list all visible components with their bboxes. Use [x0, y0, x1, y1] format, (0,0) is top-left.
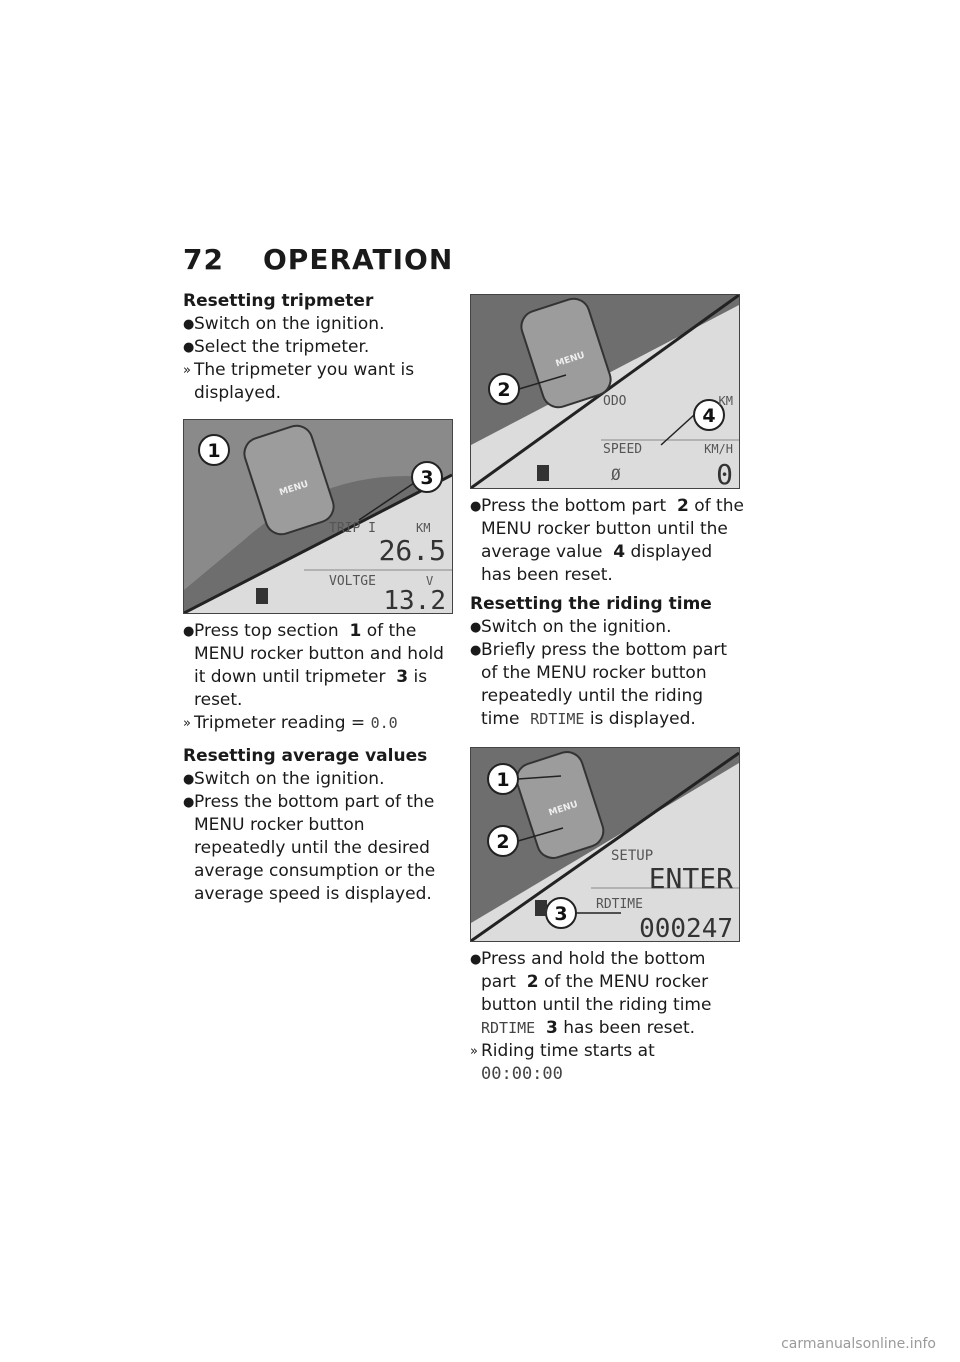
callout-2: 2 [496, 831, 510, 853]
result-arrow-icon: » [183, 716, 191, 731]
callout-4: 4 [702, 405, 716, 427]
bullet-icon: ● [183, 795, 195, 810]
list-item: ● Press the bottom part of the MENU rocker button repeatedly until the desired average consumption or the average speed is displayed. [183, 792, 436, 904]
fuel-icon [535, 900, 547, 916]
lcd-odo-label: ODO [603, 394, 627, 409]
ref-number: 4 [613, 542, 626, 562]
list-item: ● Press top section 1 of the MENU rocker button and hold it down until tripmeter 3 is reset. [183, 621, 444, 710]
dashboard-illustration [471, 295, 739, 488]
dashboard-illustration [184, 420, 452, 613]
result-item: » Riding time starts at 00:00:00 [470, 1041, 655, 1084]
result-arrow-icon: » [183, 363, 191, 378]
bullet-icon: ● [470, 952, 482, 967]
ref-number: 2 [526, 972, 539, 992]
lcd-speed-unit: KM/H [704, 442, 733, 456]
callout-1: 1 [207, 440, 221, 462]
bullet-icon: ● [470, 620, 482, 635]
list-item: ● Press the bottom part 2 of the MENU rocker button until the average value 4 displayed has been reset. [470, 496, 744, 585]
lcd-rdtime-value: 000247 [639, 914, 733, 941]
list-item: ● Press and hold the bottom part 2 of the MENU rocker button until the riding time RDTIME 3 has been reset. [470, 949, 712, 1038]
callout-1: 1 [496, 769, 510, 791]
ref-number: 1 [349, 621, 362, 641]
menu-button-label: MENU [278, 479, 310, 499]
bullet-icon: ● [470, 499, 482, 514]
lcd-speed-label: SPEED [603, 442, 643, 457]
right-column [470, 294, 745, 1086]
display-code: 0.0 [370, 714, 398, 732]
page-number: 72 [183, 243, 224, 276]
page-header [183, 243, 453, 276]
result-arrow-icon: » [470, 1044, 478, 1059]
result-item: » Tripmeter reading = 0.0 [183, 713, 398, 733]
menu-button-label: MENU [547, 799, 580, 819]
section-heading-riding-time: Resetting the riding time [470, 594, 712, 614]
lcd-voltage-value: 13.2 [383, 586, 446, 613]
lcd-rdtime-label: RDTIME [596, 897, 643, 912]
result-item: » The tripmeter you want is displayed. [183, 360, 415, 403]
bullet-icon: ● [183, 772, 195, 787]
bullet-icon: ● [183, 317, 195, 332]
section-heading-tripmeter: Resetting tripmeter [183, 291, 374, 311]
list-item: ● Switch on the ignition. [470, 617, 672, 637]
callout-2: 2 [497, 379, 511, 401]
callout-3: 3 [554, 903, 568, 925]
display-code: 00:00:00 [481, 1064, 563, 1084]
list-item: ● Briefly press the bottom part of the MENU rocker button repeatedly until the riding time RDTIME is displayed. [470, 640, 728, 729]
figure-average [470, 294, 740, 489]
chapter-title: OPERATION [263, 243, 454, 276]
display-code: RDTIME [481, 1019, 536, 1037]
watermark: carmanualsonline.info [781, 1336, 936, 1352]
figure-riding-time [470, 747, 740, 942]
fuel-icon [537, 465, 549, 481]
lcd-odo-unit: KM [718, 394, 733, 408]
list-item: ● Switch on the ignition. [183, 314, 385, 334]
average-symbol: Ø [611, 465, 621, 484]
list-item: ● Select the tripmeter. [183, 337, 370, 357]
ref-number: 2 [677, 496, 689, 516]
callout-3: 3 [420, 467, 434, 489]
bullet-icon: ● [470, 643, 482, 658]
lcd-speed-value: 0 [716, 458, 733, 488]
ref-number: 3 [546, 1018, 558, 1038]
bullet-icon: ● [183, 624, 195, 639]
lcd-voltage-label: VOLTGE [329, 574, 376, 589]
lcd-trip-unit: KM [416, 521, 431, 535]
lcd-setup-value: ENTER [648, 862, 733, 895]
lcd-trip-label: TRIP I [329, 521, 376, 536]
display-code: RDTIME [530, 710, 585, 728]
bullet-icon: ● [183, 340, 195, 355]
dashboard-illustration [471, 748, 739, 941]
figure-tripmeter [183, 419, 453, 614]
section-heading-average: Resetting average values [183, 746, 428, 766]
list-item: ● Switch on the ignition. [183, 769, 385, 789]
left-column [183, 290, 458, 906]
lcd-trip-value: 26.5 [378, 534, 446, 567]
ref-number: 3 [396, 667, 409, 687]
lcd-setup-label: SETUP [611, 848, 654, 864]
lcd-voltage-unit: V [426, 574, 434, 588]
fuel-icon [256, 588, 268, 604]
menu-button-label: MENU [554, 350, 587, 370]
